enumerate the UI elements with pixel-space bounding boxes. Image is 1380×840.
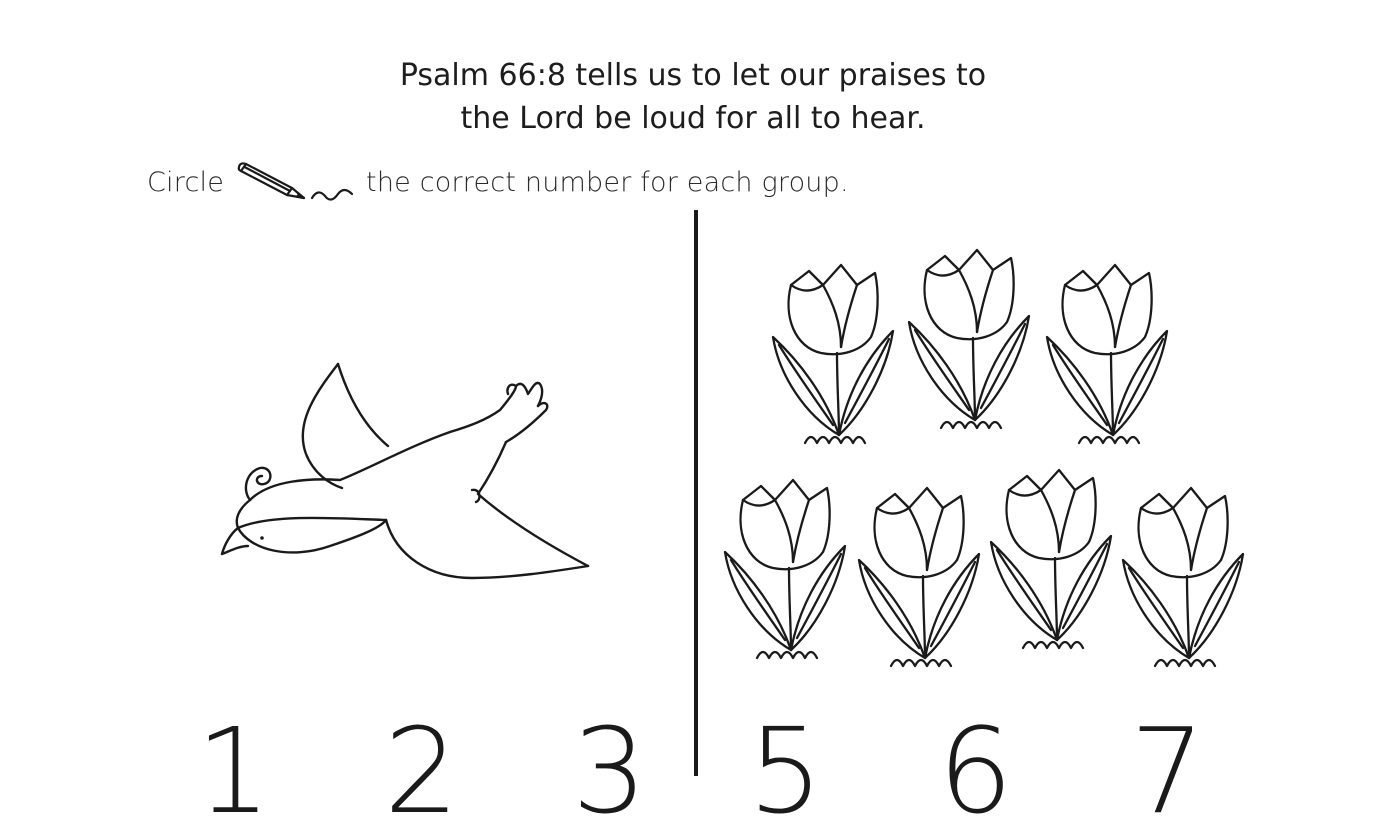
- title-line-1: Psalm 66:8 tells us to let our praises to: [399, 58, 987, 93]
- pencil-scribble-icon: [232, 158, 360, 206]
- tulip-icon: [773, 265, 893, 443]
- group-divider: [694, 210, 698, 776]
- choices-group-2: [698, 702, 1380, 840]
- tulip-icon: [1047, 265, 1167, 443]
- choice-number[interactable]: 3: [572, 702, 648, 840]
- instruction-rest: the correct number for each group.: [366, 166, 849, 198]
- choice-number[interactable]: 7: [1130, 702, 1206, 840]
- instruction-lead: Circle: [147, 166, 225, 198]
- tulip-icon: [909, 250, 1029, 428]
- instruction: [147, 160, 849, 204]
- bird-icon: [210, 350, 610, 600]
- choices-group-1: [0, 702, 694, 840]
- tulip-icon: [859, 488, 979, 666]
- choice-number[interactable]: 1: [196, 702, 272, 840]
- tulip-icon: [1123, 488, 1243, 666]
- tulip-group: [705, 230, 1285, 680]
- tulip-icon: [991, 470, 1111, 648]
- choice-number[interactable]: 5: [748, 702, 824, 840]
- tulip-icon: [725, 480, 845, 658]
- worksheet-title: [300, 54, 1086, 140]
- choice-number[interactable]: 6: [938, 702, 1014, 840]
- choice-number[interactable]: 2: [384, 702, 460, 840]
- title-line-2: the Lord be loud for all to hear.: [460, 101, 926, 136]
